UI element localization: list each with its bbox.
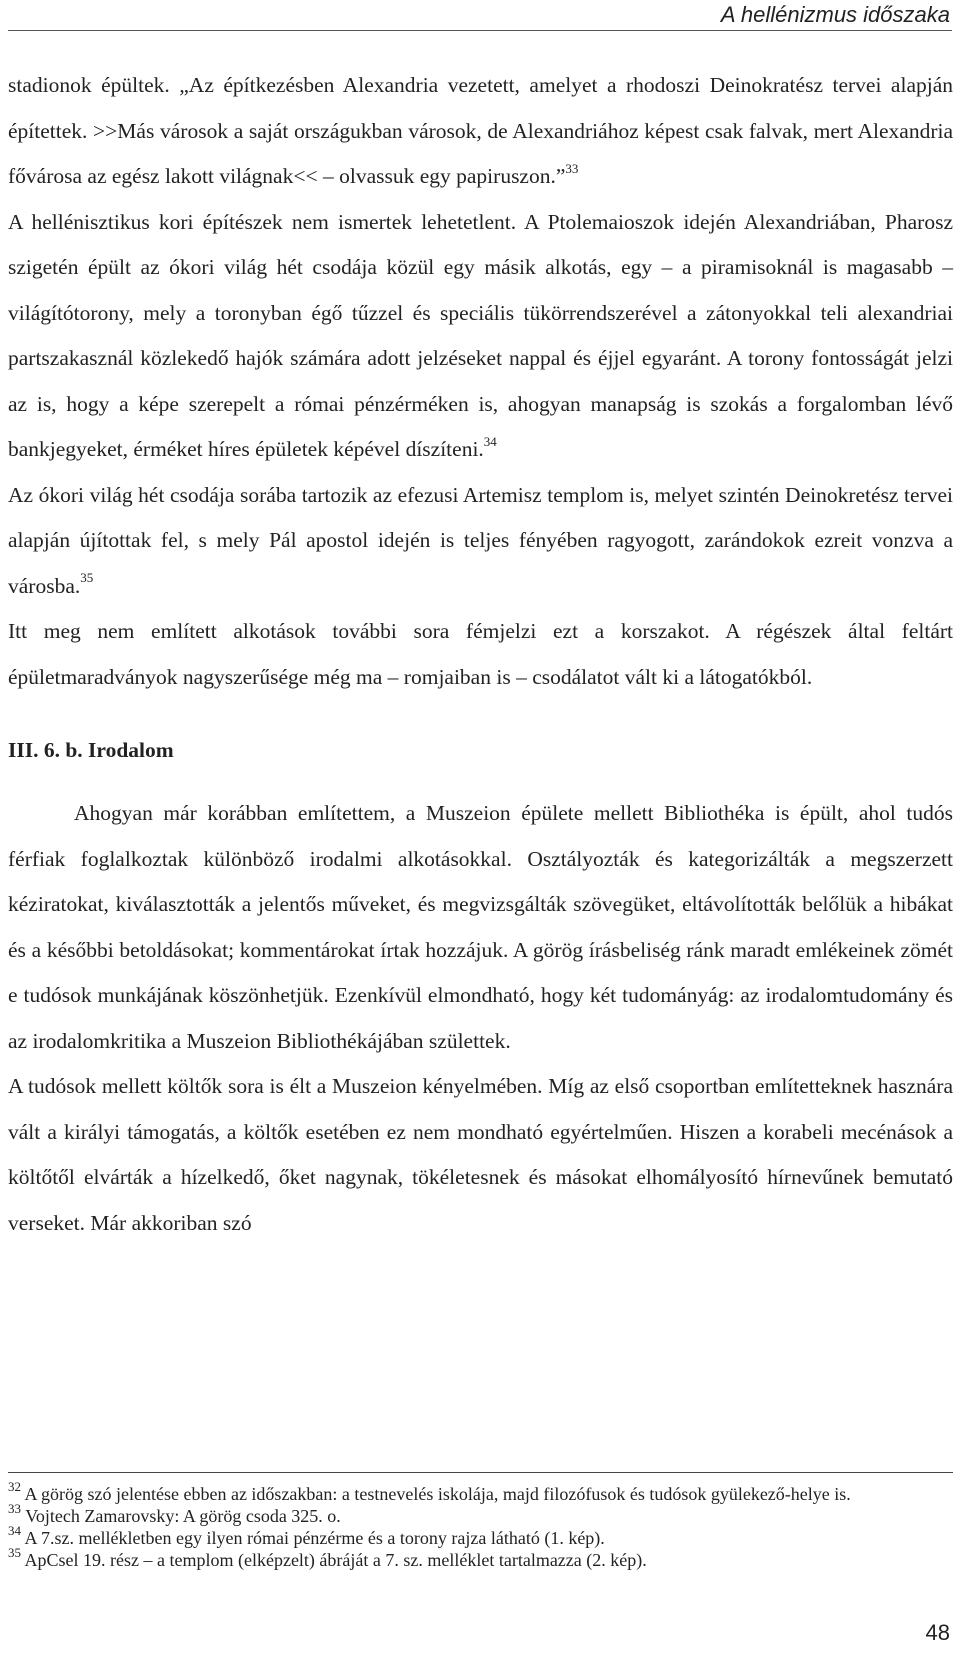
paragraph-6: A tudósok mellett költők sora is élt a Muszeion kényelmében. Míg az első csoportban említetteknek hasznára vált a királyi támogatás, a költők esetében ez nem mondható egyértelműen. Hiszen a korabeli mecénások a költőtől elvárták a hízelkedő, őket nagynak, tökéletesnek és másokat elhomályosító hírnevűnek bemutató verseket. Már akkoriban szó: [8, 1074, 953, 1235]
footnote-ref-33: 33: [565, 160, 579, 176]
footnote-number: 34: [8, 1523, 21, 1538]
footnote-text: A görög szó jelentése ebben az időszakban: a testnevelés iskolája, majd filozófusok és tudósok gyülekező-helye is.: [24, 1484, 851, 1504]
paragraph-4: Itt meg nem említett alkotások további sora fémjelzi ezt a korszakot. A régészek által feltárt épületmaradványok nagyszerűsége még ma – romjaiban is – csodálatot vált ki a látogatókból.: [8, 619, 953, 689]
running-header: [8, 0, 952, 31]
section-heading: III. 6. b. Irodalom: [8, 738, 174, 762]
footnote-text: ApCsel 19. rész – a templom (elképzelt) ábráját a 7. sz. melléklet tartalmazza (2. kép).: [24, 1550, 647, 1570]
footnote-33: [8, 1501, 953, 1527]
footnote-35: [8, 1545, 953, 1571]
footnote-32: [8, 1479, 953, 1505]
paragraph-3-text: Az ókori világ hét csodája sorába tartozik az efezusi Artemisz templom is, melyet szintén Deinokretész tervei alapján újítottak fel, s mely Pál apostol idején is teljes fényében ragyogott, zarándokok ezreit vonzva a városba.: [8, 482, 953, 598]
footnote-divider: [8, 1472, 953, 1473]
main-text: [8, 63, 953, 1246]
paragraph-5: Ahogyan már korábban említettem, a Muszeion épülete mellett Bibliothéka is épült, ahol tudós férfiak foglalkoztak különböző irodalmi alkotásokkal. Osztályozták és kategorizálták a megszerzett kéziratokat, kiválasztották a jelentős műveket, és megvizsgálták szövegüket, eltávolították belőlük a hibákat és a későbbi betoldásokat; kommentárokat írtak hozzájuk. A görög írásbeliség ránk maradt emlékeinek zömét e tudósok munkájának köszönhetjük. Ezenkívül elmondható, hogy két tudományág: az irodalomtudomány és az irodalomkritika a Muszeion Bibliothékájában születtek.: [8, 801, 953, 1053]
paragraph-1: [8, 63, 953, 200]
footnote-text: A 7.sz. mellékletben egy ilyen római pénzérme és a torony rajza látható (1. kép).: [24, 1528, 605, 1548]
footnote-number: 35: [8, 1545, 21, 1560]
footnote-text: Vojtech Zamarovsky: A görög csoda 325. o.: [25, 1506, 341, 1526]
paragraph-2: [8, 200, 953, 473]
paragraph-2-text: A hellénisztikus kori építészek nem ismertek lehetetlent. A Ptolemaioszok idején Alexandriában, Pharosz szigetén épült az ókori világ hét csodája közül egy másik alkotás, egy – a piramisoknál is magasabb – világítótorony, mely a toronyban égő tűzzel és speciális tükörrendszerével a zátonyokkal teli alexandriai partszakasznál közlekedő hajók számára adott jelzéseket nappal és éjjel egyaránt. A torony fontosságát jelzi az is, hogy a képe szerepelt a római pénzérméken is, ahogyan manapság is szokás a forgalomban lévő bankjegyeket, érméket híres épületek képével díszíteni.: [8, 209, 953, 461]
footnote-34: [8, 1523, 953, 1549]
footnote-ref-34: 34: [483, 433, 497, 449]
footnote-number: 33: [8, 1501, 21, 1516]
footnotes: [8, 1472, 953, 1571]
page-number: 48: [925, 1620, 950, 1645]
paragraph-1-text: stadionok épültek. „Az építkezésben Alexandria vezetett, amelyet a rhodoszi Deinokratész tervei alapján építettek. >>Más városok a saját országukban városok, de Alexandriához képest csak falvak, mert Alexandria fővárosa az egész lakott világnak<< – olvassuk egy papiruszon.”: [8, 73, 953, 188]
paragraph-3: [8, 473, 953, 610]
footnote-ref-35: 35: [80, 570, 94, 586]
header-title: A hellénizmus időszaka: [720, 2, 950, 27]
footnote-number: 32: [8, 1479, 21, 1494]
